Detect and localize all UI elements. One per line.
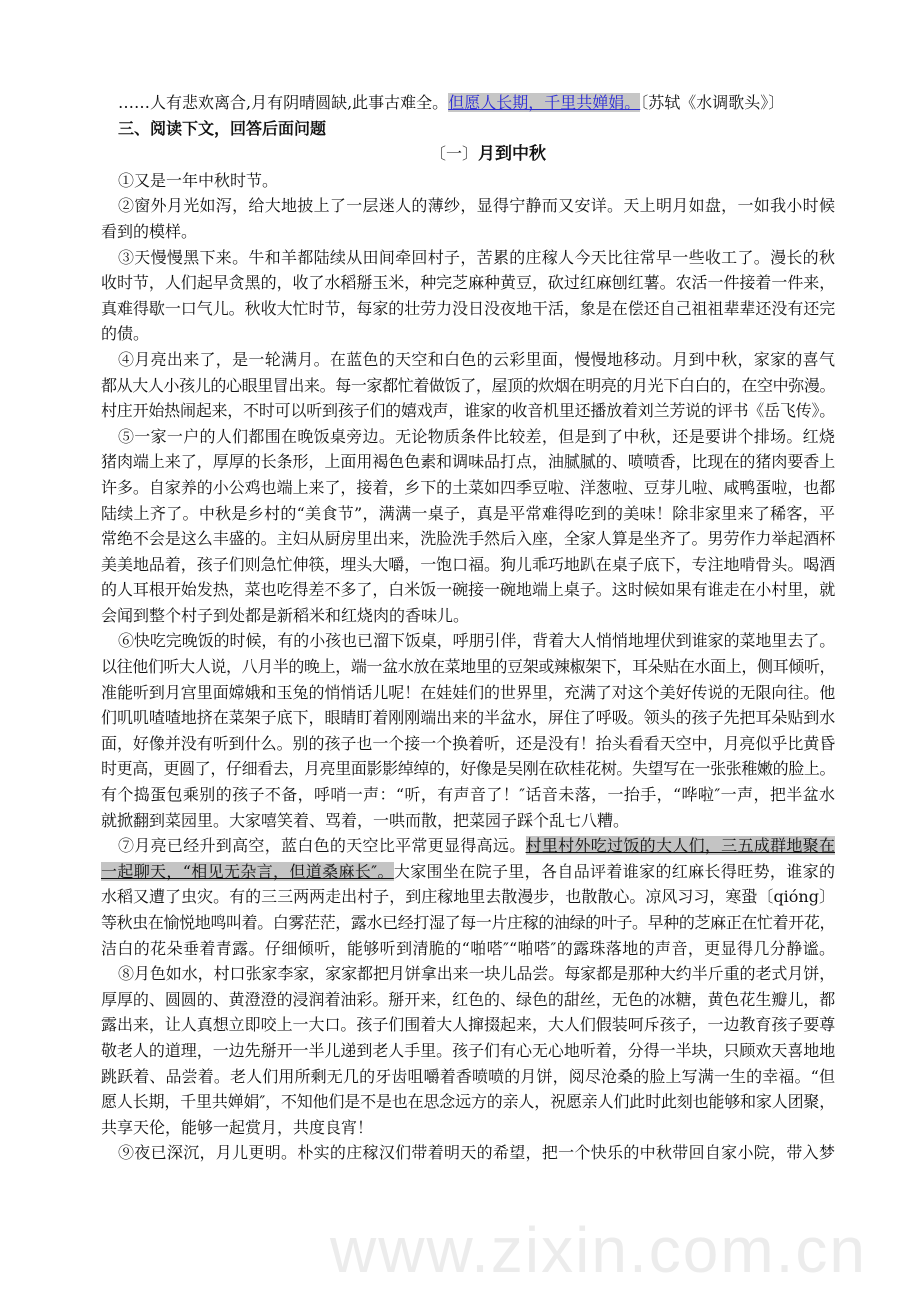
text-line (101, 808, 835, 834)
text-segment: 厚厚的、圆圆的、黄澄澄的浸润着油彩。掰开来，红色的、绿色的甜丝，无色的冰糖，黄色花生瓣儿，都 (101, 989, 835, 1009)
text-segment: 收时节，人们起早贪黑的，收了水稻掰玉米，种完芝麻种黄豆，砍过红麻刨红薯。农活一件接着一件来， (101, 273, 835, 293)
quote-source: 〔苏轼《水调歌头》〕 (640, 93, 785, 112)
text-segment: 村庄开始热闹起来，不时可以听到孩子们的嬉戏声，谁家的收音机里还播放着刘兰芳说的评书《岳飞传》。 (101, 401, 835, 421)
text-line (101, 628, 835, 654)
paragraph-7 (101, 833, 835, 961)
text-line (101, 705, 835, 731)
text-segment: 共享天伦，能够一起赏月，共度良宵！ (101, 1117, 374, 1137)
paragraph-8 (101, 961, 835, 1140)
title-prefix: 〔一〕 (429, 144, 478, 164)
article-title (101, 141, 835, 168)
text-segment: ⑨夜已深沉，月儿更明。朴实的庄稼汉们带着明天的希望，把一个快乐的中秋带回自家小院，带入梦 (118, 1143, 835, 1163)
text-line (101, 987, 835, 1013)
paragraph-1 (101, 168, 835, 194)
text-segment: 大家围坐在院子里，各自品评着谁家的红麻长得旺势，谁家的 (393, 861, 835, 881)
highlighted-text: 村里村外吃过饭的大人们，三五成群地聚在 (525, 836, 835, 856)
text-segment: 洁白的花朵垂着青露。仔细倾听，能够听到清脆的“啪嗒″“啪嗒″的露珠落地的声音，更显得几分静谧。 (101, 938, 835, 958)
text-segment: 愿人长期，千里共婵娟″，不知他们是不是也在思念远方的亲人，祝愿亲人们此时此刻也能够和家人团聚， (101, 1092, 835, 1112)
text-line (101, 1089, 835, 1115)
text-segment: 许多。自家养的小公鸡也端上来了，接着，乡下的土菜如四季豆啦、洋葱啦、豆芽儿啦、咸鸭蛋啦，也都 (101, 477, 835, 497)
text-segment: ③天慢慢黑下来。牛和羊都陆续从田间牵回村子，苦累的庄稼人今天比往常早一些收工了。漫长的秋 (118, 247, 835, 267)
text-line (101, 347, 835, 373)
text-segment: 会闻到整个村子到处都是新稻米和红烧肉的香味儿。 (101, 605, 470, 625)
quote-highlight-link[interactable]: 但愿人长期，千里共婵娟。 (448, 93, 641, 112)
text-segment: 有个捣蛋包乘别的孩子不备，呼哨一声：“听，有声音了！″话音未落，一抬手，“哗啦″一声，把半盆水 (101, 785, 835, 805)
paragraph-5 (101, 424, 835, 629)
quote-text: ……人有悲欢离合,月有阴晴圆缺,此事古难全。 (118, 93, 449, 112)
section-heading: 三、阅读下文，回答后面问题 (118, 118, 327, 138)
text-line (101, 219, 835, 245)
document-body (101, 90, 835, 1166)
text-segment: 都从大人小孩儿的心眼里冒出来。每一家都忙着做饭了，屋顶的炊烟在明亮的月光下白白的，在空中弥漫。 (101, 375, 835, 395)
paragraph-2 (101, 193, 835, 244)
highlighted-text: 一起聊天，“相见无杂言，但道桑麻长″。 (101, 861, 394, 881)
text-segment: ②窗外月光如泻，给大地披上了一层迷人的薄纱，显得宁静而又安详。天上明月如盘，一如我小时候 (118, 196, 835, 216)
paragraph-3 (101, 245, 835, 347)
text-line (101, 756, 835, 782)
paragraph-6 (101, 628, 835, 833)
text-line (101, 245, 835, 271)
text-segment: ⑥快吃完晚饭的时候，有的小孩也已溜下饭桌，呼朋引伴，背着大人悄悄地埋伏到谁家的菜地里去了。 (118, 631, 835, 651)
text-line (101, 373, 835, 399)
text-segment: 猪肉端上来了，厚厚的长条形，上面用褐色色素和调味品打点，油腻腻的、喷喷香，比现在的猪肉要香上 (101, 452, 835, 472)
text-line (101, 603, 835, 629)
text-segment: 真难得歇一口气儿。秋收大忙时节，每家的壮劳力没日没夜地干活，象是在偿还自己祖祖辈辈还没有还完 (101, 298, 835, 318)
title-text: 月到中秋 (478, 144, 546, 165)
text-segment: 水稻又遭了虫灾。有的三三两两走出村子，到庄稼地里去散漫步，也散散心。凉风习习，寒蛩〔qióng〕 (101, 887, 835, 907)
text-segment: 的人耳根开始发热，菜也吃得差不多了，白米饭一碗接一碗地端上桌子。这时候如果有谁走在小村里，就 (101, 580, 835, 600)
text-segment: 的债。 (101, 324, 150, 344)
text-line (101, 475, 835, 501)
text-segment: ⑦月亮已经升到高空，蓝白色的天空比平常更显得高远。 (118, 836, 526, 856)
text-line (101, 936, 835, 962)
text-line (101, 1115, 835, 1141)
text-line (101, 1064, 835, 1090)
paragraph-4 (101, 347, 835, 424)
text-segment: 看到的模样。 (101, 221, 198, 241)
text-line (101, 193, 835, 219)
text-line (101, 961, 835, 987)
text-line (101, 1012, 835, 1038)
text-segment: 美美地品着，孩子们则急忙伸筷，埋头大嚼，一饱口福。狗儿乖巧地趴在桌子底下，专注地啃骨头。喝酒 (101, 554, 835, 574)
text-line (101, 321, 835, 347)
text-segment: 就掀翻到菜园里。大家嘻笑着、骂着，一哄而散，把菜园子踩个乱七八糟。 (101, 810, 630, 830)
text-segment: 等秋虫在愉悦地鸣叫着。白雾茫茫，露水已经打湿了每一片庄稼的油绿的叶子。早种的芝麻正在忙着开花， (101, 913, 835, 932)
text-segment: ④月亮出来了，是一轮满月。在蓝色的天空和白色的云彩里面，慢慢地移动。月到中秋，家家的喜气 (118, 349, 835, 369)
text-line (101, 680, 835, 706)
text-segment: 以往他们听大人说，八月半的晚上，端一盆水放在菜地里的豆架或辣椒架下，耳朵贴在水面上，侧耳倾听， (101, 657, 835, 677)
watermark: www.zixin.com.cn (330, 1214, 867, 1286)
text-segment: 们叽叽喳喳地挤在菜架子底下，眼睛盯着刚刚端出来的半盆水，屏住了呼吸。领头的孩子先把耳朵贴到水 (101, 708, 835, 728)
text-line (101, 526, 835, 552)
poem-quote-line (101, 90, 835, 116)
text-line (101, 398, 835, 424)
text-line (101, 270, 835, 296)
text-line (101, 449, 835, 475)
text-line (101, 552, 835, 578)
text-line (101, 168, 835, 194)
text-line (101, 910, 835, 936)
text-line (101, 833, 835, 859)
text-segment: ⑤一家一户的人们都围在晚饭桌旁边。无论物质条件比较差，但是到了中秋，还是要讲个排场。红烧 (118, 426, 835, 446)
text-line (101, 296, 835, 322)
text-segment: 准能听到月宫里面嫦娥和玉兔的悄悄话儿呢！在娃娃们的世界里，充满了对这个美好传说的无限向往。他 (101, 682, 835, 702)
text-line (101, 501, 835, 527)
text-segment: 陆续上齐了。中秋是乡村的“美食节”，满满一桌子，真是平常难得吃到的美味！除非家里来了稀客，平 (101, 503, 835, 523)
text-segment: 时更高，更圆了，仔细看去，月亮里面影影绰绰的，好像是吴刚在砍桂花树。失望写在一张张稚嫩的脸上。 (101, 759, 835, 779)
text-line (101, 1038, 835, 1064)
text-line (101, 577, 835, 603)
text-line (101, 859, 835, 885)
text-segment: 面，好像并没有听到什么。别的孩子也一个接一个换着听，还是没有！抬头看看天空中，月亮似乎比黄昏 (101, 733, 835, 753)
text-line (101, 884, 835, 910)
text-segment: 敬老人的道理，一边先掰开一半儿递到老人手里。孩子们有心无心地听着，分得一半块，只顾欢天喜地地 (101, 1040, 835, 1060)
text-segment: 常绝不会是这么丰盛的。主妇从厨房里出来，洗脸洗手然后入座，全家人算是坐齐了。男劳作力举起酒杯 (101, 529, 835, 549)
text-line (101, 1140, 835, 1166)
paragraph-9 (101, 1140, 835, 1166)
text-line (101, 731, 835, 757)
text-line (101, 654, 835, 680)
text-line (101, 782, 835, 808)
text-segment: ⑧月色如水，村口张家李家，家家都把月饼拿出来一块儿品尝。每家都是那种大约半斤重的老式月饼， (118, 964, 835, 984)
text-segment: ①又是一年中秋时节。 (118, 170, 279, 190)
text-segment: 跳跃着、品尝着。老人们用所剩无几的牙齿咀嚼着香喷喷的月饼，阅尽沧桑的脸上写满一生的幸福。“但 (101, 1066, 835, 1086)
text-segment: 露出来，让人真想立即咬上一大口。孩子们围着大人撺掇起来，大人们假装呵斥孩子，一边教育孩子要尊 (101, 1015, 835, 1035)
text-line (101, 424, 835, 450)
